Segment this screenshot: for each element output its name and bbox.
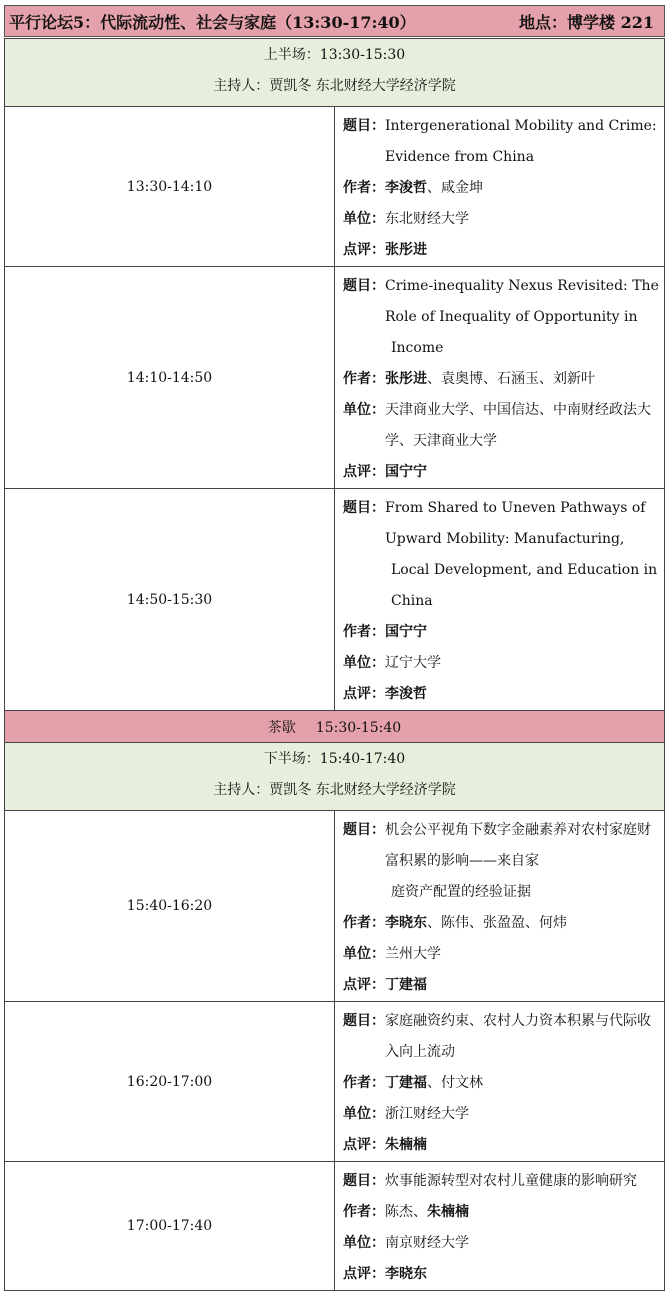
talk-title-cont: Local Development, and Education in China [391,562,658,609]
review-label: 点评： [343,464,385,480]
talk-unit: 南京财经大学 [385,1235,469,1251]
session-name: 下半场：15:40-17:40 [263,751,406,767]
talk-row [5,1002,665,1162]
authors-label: 作者： [343,624,385,640]
talk-unit: 天津商业大学、中国信达、中南财经政法大学、天津商业大学 [385,402,651,449]
break-time: 15:30-15:40 [315,719,402,736]
forum-title: 平行论坛5：代际流动性、社会与家庭（13:30-17:40） [9,12,416,32]
talk-title: 机会公平视角下数字金融素养对农村家庭财富积累的影响——来自家 [385,822,651,869]
talk-title-block [343,815,660,908]
unit-label: 单位： [343,1235,385,1251]
title-label: 题目： [343,822,385,838]
talk-authors: 李晓东、陈伟、张盈盈、何炜 [385,915,567,931]
review-label: 点评： [343,1266,385,1282]
unit-label: 单位： [343,946,385,962]
review-label: 点评： [343,977,385,993]
talk-reviewer: 丁建福 [385,977,427,993]
talk-authors: 国宁宁 [385,624,427,640]
title-label: 题目： [343,500,385,516]
talk-title-block [343,493,660,617]
talk-title: From Shared to Uneven Pathways of Upward Mobility: Manufacturing, [385,500,646,547]
authors-label: 作者： [343,371,385,387]
talk-unit: 东北财经大学 [385,211,469,227]
authors-label: 作者： [343,1204,385,1220]
talk-title-cont: 庭资产配置的经验证据 [391,884,531,900]
review-label: 点评： [343,242,385,258]
talk-title: 家庭融资约束、农村人力资本积累与代际收入向上流动 [385,1013,651,1060]
session-header-first [5,39,665,107]
session-name: 上半场：13:30-15:30 [263,47,406,63]
talk-unit: 兰州大学 [385,946,441,962]
talk-time: 15:40-16:20 [5,811,335,1002]
title-label: 题目： [343,278,385,294]
title-label: 题目： [343,118,385,134]
tea-break-row [5,711,665,743]
talk-title-block [343,271,660,364]
talk-reviewer: 国宁宁 [385,464,427,480]
schedule-table [4,38,665,1291]
talk-reviewer: 朱楠楠 [385,1137,427,1153]
title-label: 题目： [343,1013,385,1029]
talk-reviewer: 张彤进 [385,242,427,258]
talk-time: 16:20-17:00 [5,1002,335,1162]
talk-row [5,811,665,1002]
unit-label: 单位： [343,1106,385,1122]
talk-title-cont: Income [391,340,444,356]
talk-reviewer: 李晓东 [385,1266,427,1282]
session-host: 主持人：贾凯冬 东北财经大学经济学院 [213,78,456,94]
forum-header [4,5,665,37]
talk-time: 17:00-17:40 [5,1162,335,1291]
unit-label: 单位： [343,211,385,227]
talk-title: Intergenerational Mobility and Crime: Evidence from China [385,118,657,165]
review-label: 点评： [343,1137,385,1153]
talk-authors: 李浚哲、咸金坤 [385,180,483,196]
unit-label: 单位： [343,655,385,671]
authors-label: 作者： [343,915,385,931]
review-label: 点评： [343,686,385,702]
talk-row [5,267,665,489]
session-host: 主持人：贾凯冬 东北财经大学经济学院 [213,782,456,798]
talk-row [5,1162,665,1291]
forum-location: 地点：博学楼 221 [519,12,654,32]
talk-unit: 辽宁大学 [385,655,441,671]
talk-authors: 丁建福、付文林 [385,1075,483,1091]
talk-reviewer: 李浚哲 [385,686,427,702]
authors-label: 作者： [343,180,385,196]
talk-title: Crime-inequality Nexus Revisited: The Role of Inequality of Opportunity in [385,278,659,325]
talk-row [5,489,665,711]
session-header-second [5,743,665,811]
talk-time: 14:50-15:30 [5,489,335,711]
talk-unit: 浙江财经大学 [385,1106,469,1122]
talk-authors: 陈杰、朱楠楠 [385,1204,469,1220]
talk-row [5,107,665,267]
talk-authors: 张彤进、袁奥博、石涵玉、刘新叶 [385,371,595,387]
authors-label: 作者： [343,1075,385,1091]
break-name: 茶歇 [267,719,296,736]
title-label: 题目： [343,1173,385,1189]
talk-time: 14:10-14:50 [5,267,335,489]
talk-time: 13:30-14:10 [5,107,335,267]
unit-label: 单位： [343,402,385,418]
talk-title: 炊事能源转型对农村儿童健康的影响研究 [385,1173,637,1189]
